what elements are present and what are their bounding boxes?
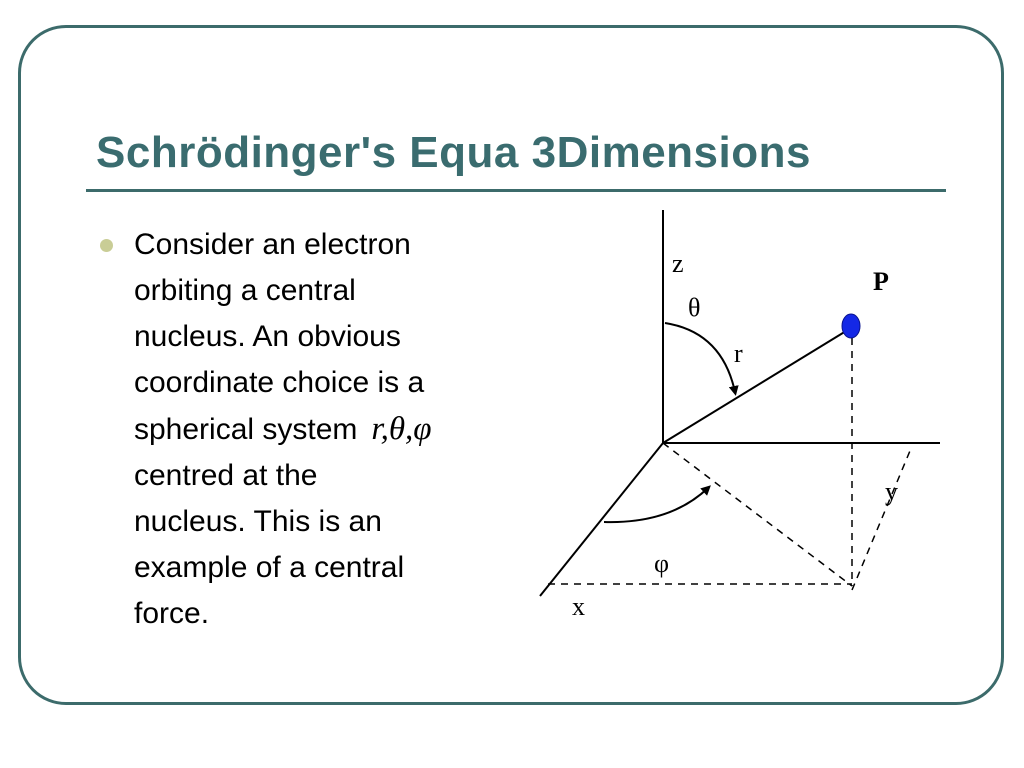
spherical-coordinates-math: r,θ,φ <box>371 411 432 447</box>
phi-arc-arrow <box>604 488 708 522</box>
bullet-line: example of a central <box>134 551 405 584</box>
bullet-line <box>134 406 534 453</box>
projection-to-y <box>852 446 912 590</box>
bullet-text <box>134 222 534 637</box>
label-y: y <box>885 477 898 506</box>
label-theta: θ <box>688 293 701 322</box>
projection-radial <box>663 443 852 586</box>
label-x: x <box>572 592 585 621</box>
label-z: z <box>672 249 684 278</box>
bullet-line: centred at the <box>134 459 318 492</box>
bullet-line: force. <box>134 597 210 630</box>
bullet-line: orbiting a central <box>134 274 356 307</box>
spherical-coordinates-diagram <box>530 200 950 630</box>
radius-vector <box>663 328 851 443</box>
point-p <box>842 314 860 338</box>
label-p: P <box>873 267 889 296</box>
bullet-line: nucleus. This is an <box>134 505 382 538</box>
bullet-line: coordinate choice is a <box>134 366 425 399</box>
bullet-line-text: spherical system <box>134 413 358 446</box>
bullet-icon <box>100 239 113 252</box>
bullet-line: Consider an electron <box>134 228 411 261</box>
slide-title: Schrödinger's Equa 3Dimensions <box>96 128 811 177</box>
label-phi: φ <box>654 549 670 578</box>
label-r: r <box>734 339 743 368</box>
bullet-line: nucleus. An obvious <box>134 320 401 353</box>
title-underline <box>86 189 946 192</box>
theta-arc-arrow <box>665 323 735 392</box>
